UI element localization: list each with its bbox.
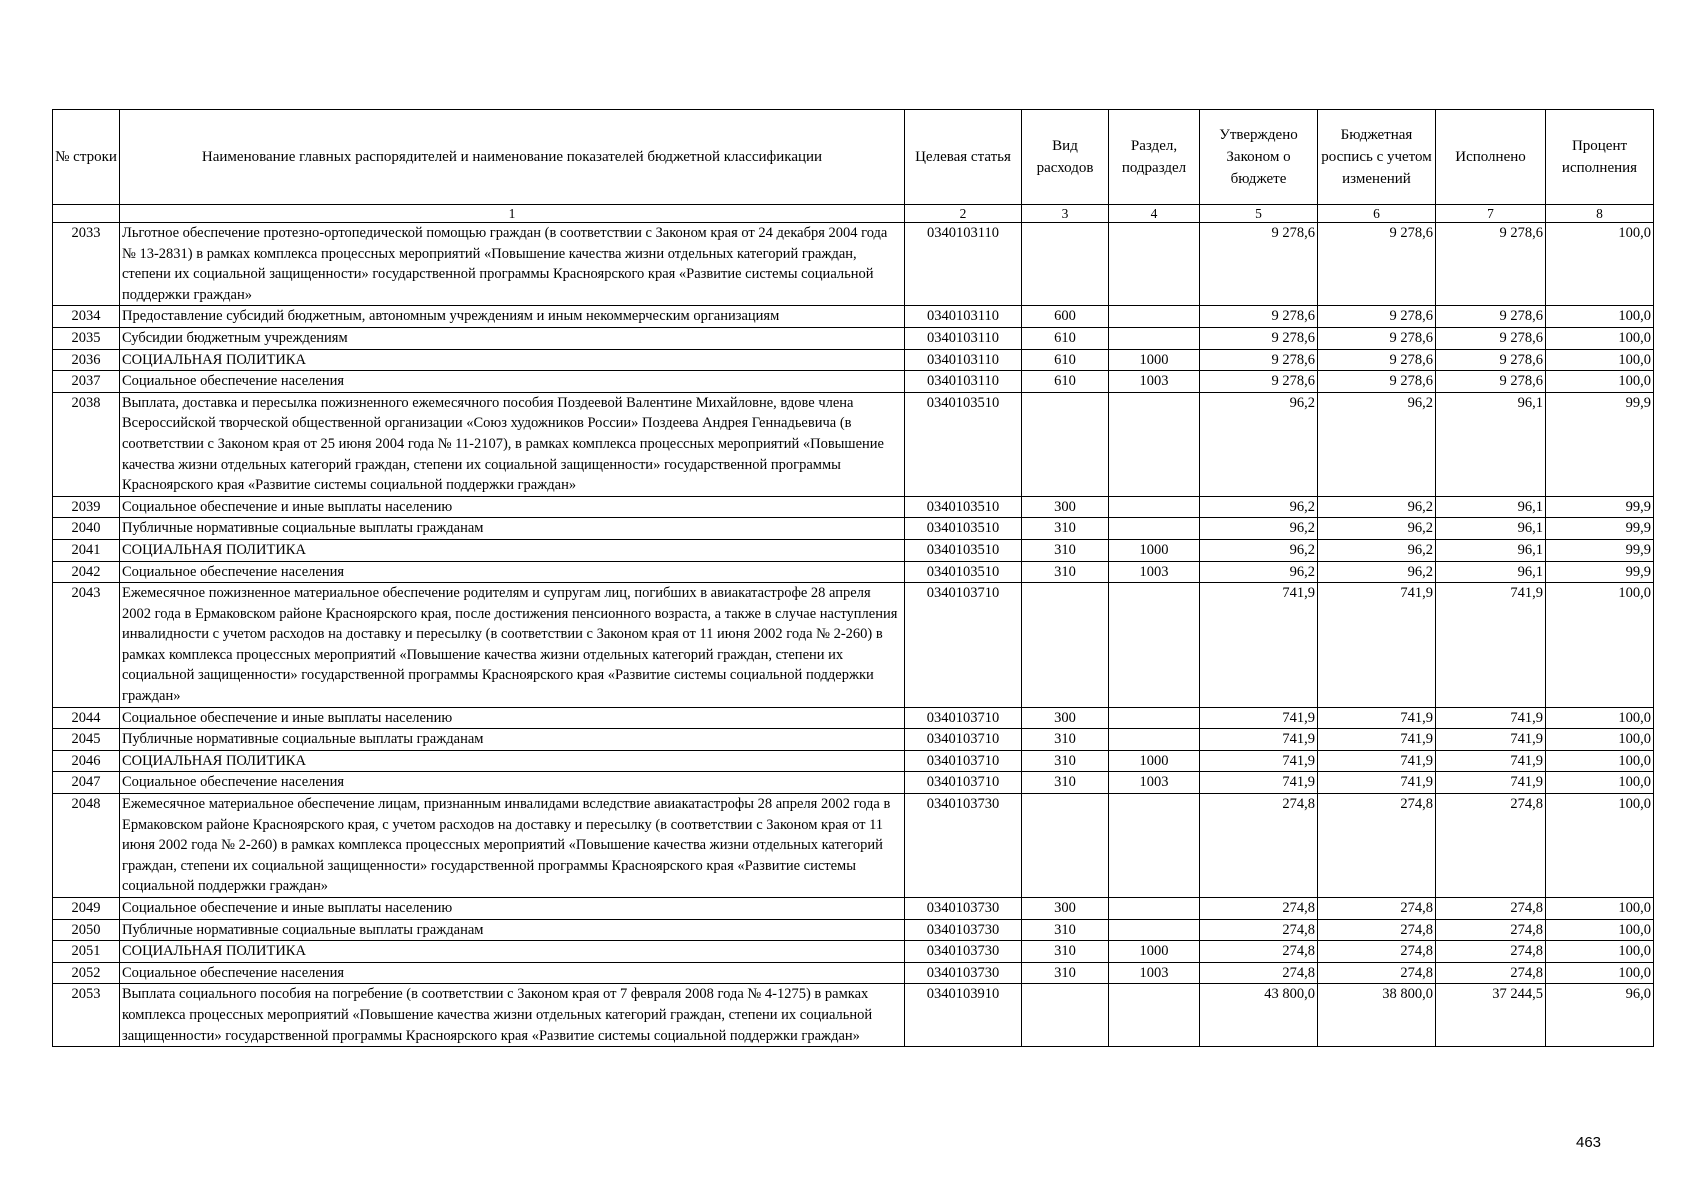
row-executed: 96,1 bbox=[1436, 518, 1546, 540]
row-section: 1000 bbox=[1109, 539, 1200, 561]
row-expense-type bbox=[1022, 583, 1109, 708]
column-number: 5 bbox=[1200, 205, 1318, 223]
row-executed: 9 278,6 bbox=[1436, 327, 1546, 349]
row-executed: 274,8 bbox=[1436, 962, 1546, 984]
row-expense-type: 310 bbox=[1022, 919, 1109, 941]
row-executed: 274,8 bbox=[1436, 898, 1546, 920]
row-percent: 99,9 bbox=[1546, 518, 1654, 540]
table-row bbox=[53, 941, 1654, 963]
column-number: 1 bbox=[120, 205, 905, 223]
row-budget-list: 96,2 bbox=[1318, 539, 1436, 561]
row-section: 1000 bbox=[1109, 941, 1200, 963]
row-target-article: 0340103710 bbox=[905, 772, 1022, 794]
header-approved: Утверждено Законом о бюджете bbox=[1200, 110, 1318, 205]
row-percent: 99,9 bbox=[1546, 392, 1654, 496]
row-expense-type: 600 bbox=[1022, 306, 1109, 328]
table-row bbox=[53, 750, 1654, 772]
row-target-article: 0340103730 bbox=[905, 962, 1022, 984]
row-section: 1003 bbox=[1109, 561, 1200, 583]
row-number: 2034 bbox=[53, 306, 120, 328]
row-budget-list: 274,8 bbox=[1318, 941, 1436, 963]
row-target-article: 0340103730 bbox=[905, 941, 1022, 963]
table-row bbox=[53, 794, 1654, 898]
row-expense-type bbox=[1022, 794, 1109, 898]
row-section bbox=[1109, 583, 1200, 708]
row-target-article: 0340103110 bbox=[905, 327, 1022, 349]
row-name: Выплата социального пособия на погребение (в соответствии с Законом края от 7 февраля 2008 года № 4-1275) в рамках комплекса процессных мероприятий «Повышение качества жизни отдельных категорий граждан, степени их социальной защищенности» государственной программы Красноярского края «Развитие системы социальной поддержки граждан» bbox=[120, 984, 905, 1047]
header-row-no: № строки bbox=[53, 110, 120, 205]
row-percent: 100,0 bbox=[1546, 919, 1654, 941]
row-section bbox=[1109, 707, 1200, 729]
row-number: 2050 bbox=[53, 919, 120, 941]
row-budget-list: 274,8 bbox=[1318, 898, 1436, 920]
row-percent: 100,0 bbox=[1546, 306, 1654, 328]
row-budget-list: 274,8 bbox=[1318, 794, 1436, 898]
table-row bbox=[53, 327, 1654, 349]
row-expense-type: 310 bbox=[1022, 539, 1109, 561]
table-row bbox=[53, 392, 1654, 496]
row-percent: 100,0 bbox=[1546, 707, 1654, 729]
row-percent: 100,0 bbox=[1546, 898, 1654, 920]
column-number: 4 bbox=[1109, 205, 1200, 223]
row-percent: 99,9 bbox=[1546, 539, 1654, 561]
row-expense-type: 310 bbox=[1022, 962, 1109, 984]
table-row bbox=[53, 223, 1654, 306]
row-name: Предоставление субсидий бюджетным, автономным учреждениям и иным некоммерческим организациям bbox=[120, 306, 905, 328]
table-row bbox=[53, 518, 1654, 540]
row-percent: 100,0 bbox=[1546, 327, 1654, 349]
table-row bbox=[53, 919, 1654, 941]
row-approved: 96,2 bbox=[1200, 561, 1318, 583]
row-target-article: 0340103510 bbox=[905, 561, 1022, 583]
row-expense-type: 300 bbox=[1022, 496, 1109, 518]
row-expense-type: 310 bbox=[1022, 518, 1109, 540]
row-section bbox=[1109, 327, 1200, 349]
row-percent: 100,0 bbox=[1546, 750, 1654, 772]
header-row bbox=[53, 110, 1654, 205]
row-executed: 274,8 bbox=[1436, 941, 1546, 963]
row-name: СОЦИАЛЬНАЯ ПОЛИТИКА bbox=[120, 941, 905, 963]
header-executed: Исполнено bbox=[1436, 110, 1546, 205]
row-number: 2040 bbox=[53, 518, 120, 540]
row-approved: 9 278,6 bbox=[1200, 306, 1318, 328]
row-approved: 9 278,6 bbox=[1200, 349, 1318, 371]
row-approved: 274,8 bbox=[1200, 962, 1318, 984]
row-percent: 96,0 bbox=[1546, 984, 1654, 1047]
row-number: 2053 bbox=[53, 984, 120, 1047]
row-name: Ежемесячное материальное обеспечение лицам, признанным инвалидами вследствие авиакатастрофы 28 апреля 2002 года в Ермаковском районе Красноярского края, с учетом расходов на доставку и пересылку (в соответствии с Законом края от 11 июня 2002 года № 2-260) в рамках комплекса процессных мероприятий «Повышение качества жизни отдельных категорий граждан, степени их социальной защищенности» государственной программы Красноярского края «Развитие системы социальной поддержки граждан» bbox=[120, 794, 905, 898]
row-approved: 274,8 bbox=[1200, 898, 1318, 920]
row-expense-type: 300 bbox=[1022, 707, 1109, 729]
header-target-article: Целевая статья bbox=[905, 110, 1022, 205]
row-approved: 741,9 bbox=[1200, 729, 1318, 751]
row-section bbox=[1109, 518, 1200, 540]
row-approved: 9 278,6 bbox=[1200, 223, 1318, 306]
row-target-article: 0340103110 bbox=[905, 223, 1022, 306]
row-budget-list: 96,2 bbox=[1318, 518, 1436, 540]
row-expense-type: 310 bbox=[1022, 750, 1109, 772]
row-budget-list: 96,2 bbox=[1318, 496, 1436, 518]
row-target-article: 0340103730 bbox=[905, 794, 1022, 898]
row-approved: 96,2 bbox=[1200, 496, 1318, 518]
row-budget-list: 38 800,0 bbox=[1318, 984, 1436, 1047]
row-executed: 741,9 bbox=[1436, 750, 1546, 772]
row-section bbox=[1109, 898, 1200, 920]
row-approved: 741,9 bbox=[1200, 707, 1318, 729]
row-target-article: 0340103110 bbox=[905, 306, 1022, 328]
row-expense-type: 610 bbox=[1022, 371, 1109, 393]
header-section: Раздел, подраздел bbox=[1109, 110, 1200, 205]
row-approved: 741,9 bbox=[1200, 583, 1318, 708]
row-section bbox=[1109, 919, 1200, 941]
row-approved: 9 278,6 bbox=[1200, 371, 1318, 393]
row-section bbox=[1109, 392, 1200, 496]
row-executed: 741,9 bbox=[1436, 729, 1546, 751]
row-approved: 274,8 bbox=[1200, 941, 1318, 963]
row-target-article: 0340103730 bbox=[905, 919, 1022, 941]
row-name: СОЦИАЛЬНАЯ ПОЛИТИКА bbox=[120, 349, 905, 371]
row-section: 1000 bbox=[1109, 750, 1200, 772]
header-name: Наименование главных распорядителей и наименование показателей бюджетной классификации bbox=[120, 110, 905, 205]
row-name: Социальное обеспечение населения bbox=[120, 561, 905, 583]
row-executed: 96,1 bbox=[1436, 392, 1546, 496]
row-budget-list: 9 278,6 bbox=[1318, 327, 1436, 349]
row-section bbox=[1109, 223, 1200, 306]
table-row bbox=[53, 729, 1654, 751]
table-row bbox=[53, 583, 1654, 708]
row-section: 1000 bbox=[1109, 349, 1200, 371]
row-name: Публичные нормативные социальные выплаты гражданам bbox=[120, 729, 905, 751]
row-executed: 274,8 bbox=[1436, 794, 1546, 898]
row-target-article: 0340103710 bbox=[905, 707, 1022, 729]
table-row bbox=[53, 561, 1654, 583]
row-budget-list: 9 278,6 bbox=[1318, 371, 1436, 393]
table-row bbox=[53, 707, 1654, 729]
row-number: 2044 bbox=[53, 707, 120, 729]
row-number: 2043 bbox=[53, 583, 120, 708]
row-percent: 100,0 bbox=[1546, 941, 1654, 963]
column-number bbox=[53, 205, 120, 223]
row-percent: 100,0 bbox=[1546, 371, 1654, 393]
row-number: 2042 bbox=[53, 561, 120, 583]
column-number: 3 bbox=[1022, 205, 1109, 223]
table-body bbox=[53, 223, 1654, 1047]
row-number: 2036 bbox=[53, 349, 120, 371]
row-name: СОЦИАЛЬНАЯ ПОЛИТИКА bbox=[120, 539, 905, 561]
row-executed: 96,1 bbox=[1436, 561, 1546, 583]
row-expense-type bbox=[1022, 392, 1109, 496]
row-approved: 43 800,0 bbox=[1200, 984, 1318, 1047]
row-budget-list: 9 278,6 bbox=[1318, 349, 1436, 371]
row-number: 2039 bbox=[53, 496, 120, 518]
row-target-article: 0340103110 bbox=[905, 349, 1022, 371]
row-percent: 100,0 bbox=[1546, 223, 1654, 306]
column-number: 6 bbox=[1318, 205, 1436, 223]
table-row bbox=[53, 496, 1654, 518]
row-expense-type: 610 bbox=[1022, 327, 1109, 349]
header-budget-list: Бюджетная роспись с учетом изменений bbox=[1318, 110, 1436, 205]
row-percent: 100,0 bbox=[1546, 729, 1654, 751]
row-name: Социальное обеспечение населения bbox=[120, 772, 905, 794]
row-budget-list: 741,9 bbox=[1318, 729, 1436, 751]
row-number: 2049 bbox=[53, 898, 120, 920]
row-percent: 100,0 bbox=[1546, 349, 1654, 371]
row-executed: 9 278,6 bbox=[1436, 223, 1546, 306]
row-section bbox=[1109, 496, 1200, 518]
row-approved: 96,2 bbox=[1200, 392, 1318, 496]
row-name: Социальное обеспечение и иные выплаты населению bbox=[120, 496, 905, 518]
row-name: Публичные нормативные социальные выплаты гражданам bbox=[120, 518, 905, 540]
row-name: Ежемесячное пожизненное материальное обеспечение родителям и супругам лиц, погибших в авиакатастрофе 28 апреля 2002 года в Ермаковском районе Красноярского края, после достижения пенсионного возраста, а также в случае наступления инвалидности с учетом расходов на доставку и пересылку (в соответствии с Законом края от 11 июня 2002 года № 2-260) в рамках комплекса процессных мероприятий «Повышение качества жизни отдельных категорий граждан, степени их социальной защищенности» государственной программы Красноярского края «Развитие системы социальной поддержки граждан» bbox=[120, 583, 905, 708]
row-executed: 9 278,6 bbox=[1436, 306, 1546, 328]
table-row bbox=[53, 984, 1654, 1047]
row-number: 2052 bbox=[53, 962, 120, 984]
row-section bbox=[1109, 729, 1200, 751]
header-expense-type: Вид расходов bbox=[1022, 110, 1109, 205]
row-approved: 741,9 bbox=[1200, 750, 1318, 772]
row-target-article: 0340103910 bbox=[905, 984, 1022, 1047]
row-expense-type: 310 bbox=[1022, 561, 1109, 583]
row-budget-list: 274,8 bbox=[1318, 962, 1436, 984]
row-expense-type: 310 bbox=[1022, 729, 1109, 751]
row-executed: 9 278,6 bbox=[1436, 371, 1546, 393]
row-percent: 99,9 bbox=[1546, 561, 1654, 583]
row-approved: 741,9 bbox=[1200, 772, 1318, 794]
row-expense-type: 310 bbox=[1022, 772, 1109, 794]
row-executed: 96,1 bbox=[1436, 496, 1546, 518]
row-expense-type bbox=[1022, 223, 1109, 306]
budget-execution-table bbox=[52, 109, 1654, 1047]
row-percent: 99,9 bbox=[1546, 496, 1654, 518]
row-target-article: 0340103110 bbox=[905, 371, 1022, 393]
table-row bbox=[53, 371, 1654, 393]
row-number: 2045 bbox=[53, 729, 120, 751]
row-section bbox=[1109, 794, 1200, 898]
row-budget-list: 741,9 bbox=[1318, 583, 1436, 708]
table-row bbox=[53, 772, 1654, 794]
row-approved: 9 278,6 bbox=[1200, 327, 1318, 349]
table-row bbox=[53, 539, 1654, 561]
row-budget-list: 96,2 bbox=[1318, 561, 1436, 583]
row-executed: 37 244,5 bbox=[1436, 984, 1546, 1047]
table-row bbox=[53, 898, 1654, 920]
row-percent: 100,0 bbox=[1546, 772, 1654, 794]
row-number: 2041 bbox=[53, 539, 120, 561]
row-target-article: 0340103710 bbox=[905, 750, 1022, 772]
row-executed: 741,9 bbox=[1436, 707, 1546, 729]
column-number: 7 bbox=[1436, 205, 1546, 223]
row-number: 2035 bbox=[53, 327, 120, 349]
row-executed: 741,9 bbox=[1436, 583, 1546, 708]
row-budget-list: 741,9 bbox=[1318, 772, 1436, 794]
row-budget-list: 9 278,6 bbox=[1318, 306, 1436, 328]
row-percent: 100,0 bbox=[1546, 583, 1654, 708]
row-approved: 274,8 bbox=[1200, 794, 1318, 898]
row-target-article: 0340103710 bbox=[905, 583, 1022, 708]
row-executed: 274,8 bbox=[1436, 919, 1546, 941]
row-name: Социальное обеспечение и иные выплаты населению bbox=[120, 898, 905, 920]
row-executed: 9 278,6 bbox=[1436, 349, 1546, 371]
column-number-row bbox=[53, 205, 1654, 223]
row-target-article: 0340103510 bbox=[905, 518, 1022, 540]
row-approved: 274,8 bbox=[1200, 919, 1318, 941]
row-number: 2033 bbox=[53, 223, 120, 306]
row-number: 2051 bbox=[53, 941, 120, 963]
row-budget-list: 741,9 bbox=[1318, 707, 1436, 729]
row-percent: 100,0 bbox=[1546, 962, 1654, 984]
row-section: 1003 bbox=[1109, 962, 1200, 984]
table-row bbox=[53, 306, 1654, 328]
row-name: Социальное обеспечение населения bbox=[120, 371, 905, 393]
column-number: 8 bbox=[1546, 205, 1654, 223]
row-expense-type: 610 bbox=[1022, 349, 1109, 371]
row-section bbox=[1109, 984, 1200, 1047]
row-expense-type: 300 bbox=[1022, 898, 1109, 920]
row-name: Выплата, доставка и пересылка пожизненного ежемесячного пособия Поздеевой Валентине Михайловне, вдове члена Всероссийской творческой общественной организации «Союз художников России» Поздеева Андрея Геннадьевича (в соответствии с Законом края от 25 июня 2004 года № 11-2107), в рамках комплекса процессных мероприятий «Повышение качества жизни отдельных категорий граждан, степени их социальной защищенности» государственной программы Красноярского края «Развитие системы социальной поддержки граждан» bbox=[120, 392, 905, 496]
row-approved: 96,2 bbox=[1200, 518, 1318, 540]
row-name: Социальное обеспечение и иные выплаты населению bbox=[120, 707, 905, 729]
row-target-article: 0340103510 bbox=[905, 539, 1022, 561]
page-number: 463 bbox=[1576, 1134, 1602, 1151]
row-number: 2048 bbox=[53, 794, 120, 898]
row-budget-list: 741,9 bbox=[1318, 750, 1436, 772]
row-name: Льготное обеспечение протезно-ортопедической помощью граждан (в соответствии с Законом края от 24 декабря 2004 года № 13-2831) в рамках комплекса процессных мероприятий «Повышение качества жизни отдельных категорий граждан, степени их социальной защищенности» государственной программы Красноярского края «Развитие системы социальной поддержки граждан» bbox=[120, 223, 905, 306]
row-expense-type: 310 bbox=[1022, 941, 1109, 963]
row-budget-list: 96,2 bbox=[1318, 392, 1436, 496]
row-budget-list: 9 278,6 bbox=[1318, 223, 1436, 306]
row-executed: 741,9 bbox=[1436, 772, 1546, 794]
row-section: 1003 bbox=[1109, 371, 1200, 393]
row-target-article: 0340103710 bbox=[905, 729, 1022, 751]
table-row bbox=[53, 349, 1654, 371]
column-number: 2 bbox=[905, 205, 1022, 223]
row-percent: 100,0 bbox=[1546, 794, 1654, 898]
row-number: 2038 bbox=[53, 392, 120, 496]
header-percent: Процент исполнения bbox=[1546, 110, 1654, 205]
row-target-article: 0340103730 bbox=[905, 898, 1022, 920]
row-name: Субсидии бюджетным учреждениям bbox=[120, 327, 905, 349]
row-expense-type bbox=[1022, 984, 1109, 1047]
row-target-article: 0340103510 bbox=[905, 392, 1022, 496]
row-executed: 96,1 bbox=[1436, 539, 1546, 561]
row-number: 2037 bbox=[53, 371, 120, 393]
row-target-article: 0340103510 bbox=[905, 496, 1022, 518]
row-name: Социальное обеспечение населения bbox=[120, 962, 905, 984]
row-number: 2046 bbox=[53, 750, 120, 772]
row-name: Публичные нормативные социальные выплаты гражданам bbox=[120, 919, 905, 941]
row-section bbox=[1109, 306, 1200, 328]
row-section: 1003 bbox=[1109, 772, 1200, 794]
row-name: СОЦИАЛЬНАЯ ПОЛИТИКА bbox=[120, 750, 905, 772]
row-number: 2047 bbox=[53, 772, 120, 794]
row-budget-list: 274,8 bbox=[1318, 919, 1436, 941]
table-row bbox=[53, 962, 1654, 984]
row-approved: 96,2 bbox=[1200, 539, 1318, 561]
